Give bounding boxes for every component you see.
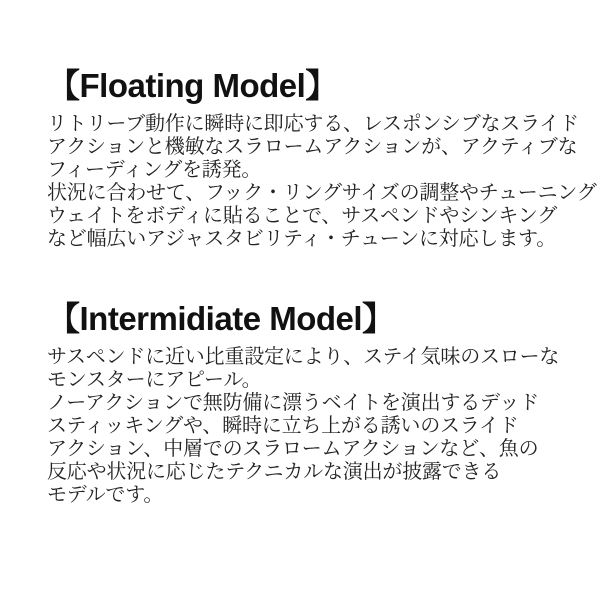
paragraph-line: モデルです。 [47,484,164,506]
paragraph-line: 反応や状況に応じたテクニカルな演出が披露できる [47,461,502,483]
paragraph-line: ノーアクションで無防備に漂うベイトを演出するデッド [47,392,539,414]
paragraph-line: アクションと機敏なスラロームアクションが、アクティブな [47,136,578,158]
intermidiate-model-section [47,300,560,507]
paragraph-line: アクション、中層でのスラロームアクションなど、魚の [47,438,539,460]
paragraph-line: など幅広いアジャスタビリティ・チューンに対応します。 [47,228,556,250]
paragraph-line: モンスターにアピール。 [47,369,262,391]
paragraph-line: リトリーブ動作に瞬時に即応する、レスポンシブなスライド [47,113,579,135]
floating-model-heading: 【Floating Model】 [47,67,338,104]
intermidiate-model-heading: 【Intermidiate Model】 [47,300,395,337]
paragraph-line: 状況に合わせて、フック・リングサイズの調整やチューニング [47,182,597,204]
floating-model-section [47,67,597,251]
paragraph-line: スティッキングや、瞬時に立ち上がる誘いのスライド [47,415,519,437]
floating-model-paragraph [47,113,597,251]
paragraph-line: サスペンドに近い比重設定により、ステイ気味のスローな [47,346,560,368]
paragraph-line: ウェイトをボディに貼ることで、サスペンドやシンキング [47,205,558,227]
intermidiate-model-paragraph [47,346,560,507]
paragraph-line: フィーディングを誘発。 [47,159,262,181]
